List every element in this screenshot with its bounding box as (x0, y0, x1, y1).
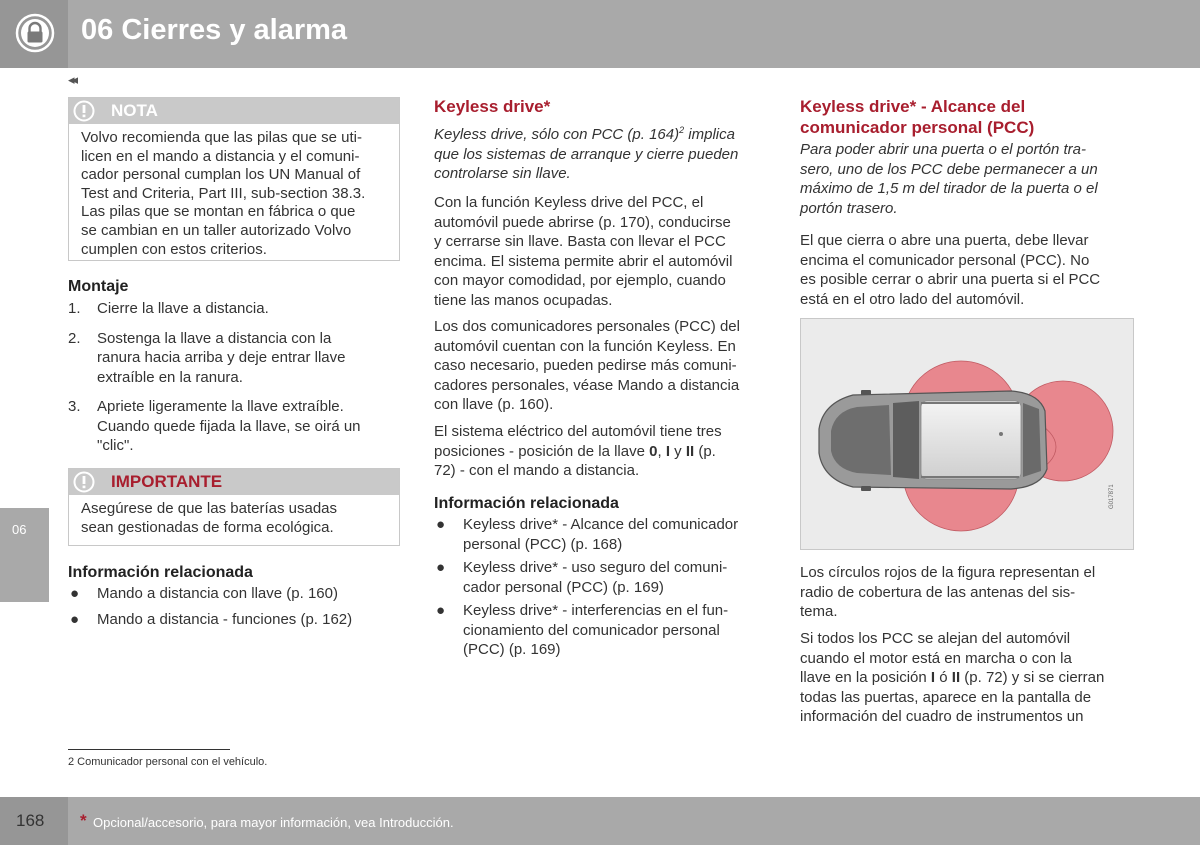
back-arrows[interactable]: ◂◂ (68, 72, 76, 87)
related-heading-col2: Información relacionada (434, 495, 619, 512)
intro-line: Keyless drive, sólo con PCC (p. 164)$^2$ implica (434, 125, 735, 143)
keyless-heading: Keyless drive* (434, 97, 551, 116)
pcc-p1: El que cierra o abre una puerta, debe llevar encima el comunicador personal (PCC). No es posible cerrar o abrir una puerta si el PCC está en el otro lado del automóvil. (800, 232, 1101, 308)
nota-line: cador personal cumplan los UN Manual of (81, 166, 361, 184)
car-top-view-icon (819, 390, 1047, 491)
bullet: ● (70, 610, 80, 628)
side-tab-label: 06 (12, 522, 27, 537)
page-footer (0, 797, 1200, 845)
step-number: 2. (68, 329, 81, 347)
importante-box-header (69, 469, 399, 495)
nota-line: Las pilas que se montan en fábrica o que (81, 203, 356, 221)
pcc-p3: Si todos los PCC se alejan del automóvil cuando el motor está en marcha o con la llave en la posición I ó II (p. 72) y si se cierran todas las puertas, aparece en la pantalla de información del cuadro de instrumentos un (800, 630, 1105, 725)
montaje-heading: Montaje (68, 278, 129, 295)
related-links-col2 (434, 515, 766, 670)
step-item (68, 299, 400, 319)
page-number-box (0, 797, 68, 845)
related-heading-col1: Información relacionada (68, 564, 253, 581)
keyless-p3: El sistema eléctrico del automóvil tiene tres posiciones - posición de la llave 0, I y II (p. 72) - con el mando a distancia. (434, 423, 722, 479)
montaje-steps (68, 299, 400, 466)
step-number: 3. (68, 398, 81, 415)
step-text: Sostenga la llave a distancia con la (97, 329, 332, 347)
step-number: 1. (68, 300, 81, 317)
importante-box (68, 468, 400, 546)
step-text: Apriete ligeramente la llave extraíble. (97, 398, 344, 415)
step-item (68, 397, 400, 456)
nota-box-header (69, 98, 399, 124)
step-text: "clic". (97, 437, 134, 454)
keyless-p1: Con la función Keyless drive del PCC, el automóvil puede abrirse (p. 170), conducirse y cerrarse sin llave. Basta con llevar el PCC encima. El sistema permite abrir el automóvil con mayor comodidad, por ejemplo, cuando tiene las manos ocupadas. (434, 194, 733, 309)
bullet: ● (436, 516, 446, 533)
related-link[interactable]: ● Keyless drive* - interferencias en el fun- cionamiento del comunicador personal (PCC) (p. 169) (436, 602, 729, 658)
pcc-p2: Los círculos rojos de la figura representan el radio de cobertura de las antenas del sis- tema. (800, 564, 1096, 620)
exclamation-icon (73, 100, 95, 122)
nota-title: NOTA (111, 101, 158, 120)
keyless-p2: Los dos comunicadores personales (PCC) del automóvil cuentan con la función Keyless. En caso necesario, pueden pedirse más comuni- cadores personales, véase Mando a distancia con llave (p. 160). (434, 318, 740, 413)
nota-box (68, 97, 400, 261)
importante-line: sean gestionadas de forma ecológica. (81, 518, 334, 536)
footer-note: Opcional/accesorio, para mayor información, vea Introducción. (93, 815, 454, 830)
coverage-figure (800, 318, 1134, 550)
chapter-title: 06 Cierres y alarma (81, 14, 348, 46)
intro-line: controlarse sin llave. (434, 165, 571, 182)
page-number: 168 (16, 811, 45, 830)
keyless-intro (434, 121, 766, 184)
bullet: ● (70, 585, 80, 602)
page-header (0, 0, 1200, 68)
related-link[interactable] (68, 610, 400, 630)
chapter-icon-box (0, 0, 68, 68)
related-link-text: Mando a distancia - funciones (p. 162) (97, 610, 353, 628)
chapter-side-tab[interactable] (0, 508, 49, 602)
figure-code: G017871 (1109, 484, 1115, 509)
related-link[interactable] (68, 584, 400, 604)
lock-icon (15, 13, 55, 53)
related-links-col1 (68, 584, 400, 639)
exclamation-icon (73, 471, 95, 493)
nota-line: Test and Criteria, Part III, sub-section 38.3. (81, 184, 366, 202)
footnote-rule (68, 749, 230, 750)
intro-line: que los sistemas de arranque y cierre pueden (434, 145, 739, 163)
importante-body (69, 495, 399, 545)
nota-line: Volvo recomienda que las pilas que se uti- (81, 129, 363, 146)
nota-body (69, 124, 399, 267)
related-link[interactable]: ● Keyless drive* - uso seguro del comuni- cador personal (PCC) (p. 169) (436, 559, 728, 596)
importante-title: IMPORTANTE (111, 472, 223, 491)
step-item (68, 329, 400, 388)
nota-line: licen en el mando a distancia y el comuni- (81, 147, 360, 165)
step-text: ranura hacia arriba y deje entrar llave (97, 349, 346, 366)
importante-line: Asegúrese de que las baterías usadas (81, 500, 338, 517)
step-text: Cierre la llave a distancia. (97, 300, 269, 317)
nota-line: se cambian en un taller autorizado Volvo (81, 221, 352, 239)
step-text: Cuando quede fijada la llave, se oirá un (97, 417, 361, 435)
pcc-range-heading: Keyless drive* - Alcance del comunicador personal (PCC) (800, 97, 1035, 137)
car-coverage-illustration (801, 319, 1135, 551)
related-link-text: Mando a distancia con llave (p. 160) (97, 585, 338, 602)
step-text: extraíble en la ranura. (97, 368, 243, 386)
pcc-intro: Para poder abrir una puerta o el portón tra- sero, uno de los PCC debe permanecer a un máximo de 1,5 m del tirador de la puerta o el portón trasero. (800, 141, 1098, 217)
footnote: 2 Comunicador personal con el vehículo. (68, 756, 268, 768)
optional-star: * (80, 811, 87, 830)
nota-line: cumplen con estos criterios. (81, 240, 267, 258)
bullet: ● (436, 559, 446, 576)
related-link[interactable]: ● Keyless drive* - Alcance del comunicador personal (PCC) (p. 168) (436, 516, 739, 553)
bullet: ● (436, 602, 446, 619)
